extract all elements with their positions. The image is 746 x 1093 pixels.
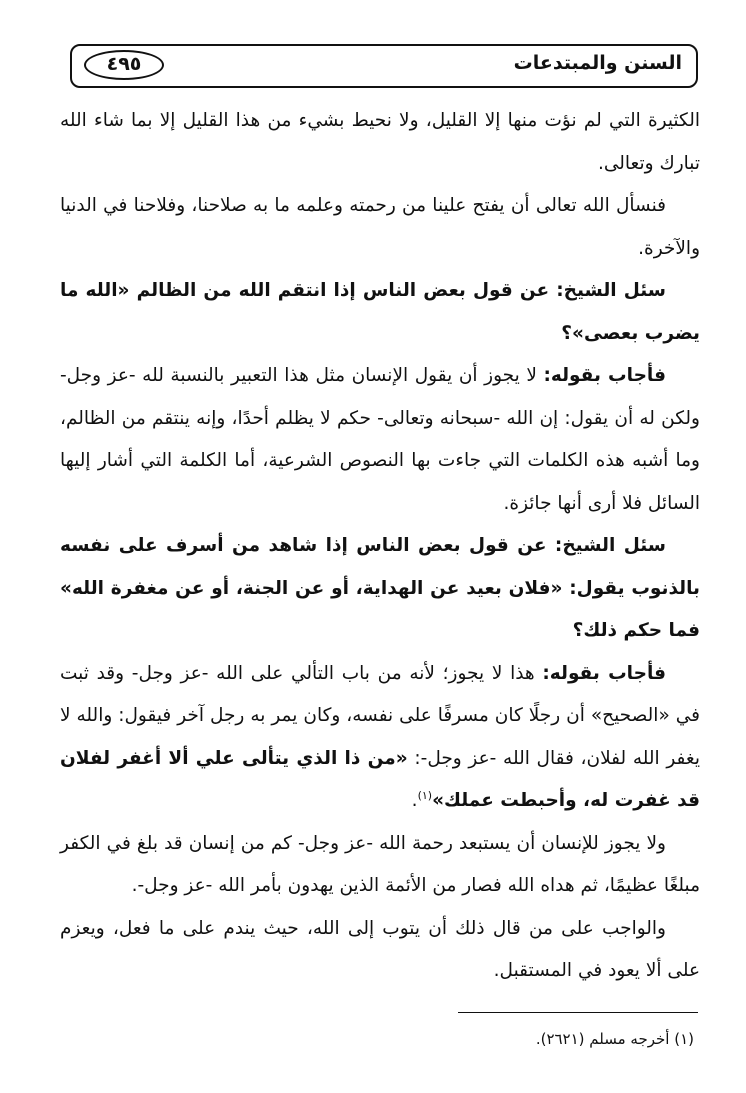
footnote-divider [458, 1012, 698, 1013]
answer-2-lead: فأجاب بقوله: [542, 662, 667, 684]
footnote-reference: (١) [417, 788, 433, 802]
paragraph-mercy: ولا يجوز للإنسان أن يستبعد رحمة الله -عز وجل- كم من إنسان قد بلغ في الكفر مبلغًا عظيمًا، ثم هداه الله فصار من الأئمة الذين يهدون بأمر الله -عز وجل-. [60, 832, 700, 896]
answer-1-text: لا يجوز أن يقول الإنسان مثل هذا التعبير بالنسبة لله -عز وجل- ولكن له أن يقول: إن الله -سبحانه وتعالى- حكم لا يظلم أحدًا، وإنه ينتقم من الظالم، وما أشبه هذه الكلمات التي جاءت بها النصوص الشرعية، أما الكلمة التي أشار إليها السائل فلا أرى أنها جائزة. [60, 365, 700, 514]
answer-2 [60, 653, 700, 823]
paragraph-continuation: الكثيرة التي لم نؤت منها إلا القليل، ولا نحيط بشيء من هذا القليل إلا بما شاء الله تبارك وتعالى. [60, 110, 700, 174]
answer-2-text: هذا لا يجوز؛ لأنه من باب التألي على الله -عز وجل- وقد ثبت في «الصحيح» أن رجلًا كان مسرفًا على نفسه، وكان يمر به رجل آخر فيقول: والله لا يغفر الله لفلان، فقال الله -عز وجل-: [60, 662, 700, 769]
question-2-text: سئل الشيخ: عن قول بعض الناس إذا شاهد من أسرف على نفسه بالذنوب يقول: «فلان بعيد عن الهداية، أو عن الجنة، أو عن مغفرة الله» فما حكم ذلك؟ [60, 535, 700, 641]
book-title: السنن والمبتدعات [513, 52, 682, 74]
question-1-text: سئل الشيخ: عن قول بعض الناس إذا انتقم الله من الظالم «الله ما يضرب بعصى»؟ [60, 280, 700, 344]
running-header [70, 44, 698, 88]
question-2 [60, 525, 700, 653]
page-number: ٤٩٥ [84, 50, 164, 80]
page-body [60, 100, 700, 993]
answer-2-end: . [411, 790, 418, 811]
question-1 [60, 270, 700, 355]
hadith-quote: «من ذا الذي يتألى علي ألا أغفر لفلان قد غفرت له، وأحبطت عملك» [60, 747, 700, 811]
paragraph-repentance: والواجب على من قال ذلك أن يتوب إلى الله، حيث يندم على ما فعل، ويعزم على ألا يعود في المستقبل. [60, 917, 700, 981]
answer-1-lead: فأجاب بقوله: [543, 365, 666, 386]
footnote: (١) أخرجه مسلم (٢٦٢١). [535, 1030, 694, 1048]
paragraph-supplication: فنسأل الله تعالى أن يفتح علينا من رحمته وعلمه ما به صلاحنا، وفلاحنا في الدنيا والآخرة. [60, 195, 700, 259]
answer-1 [60, 355, 700, 525]
